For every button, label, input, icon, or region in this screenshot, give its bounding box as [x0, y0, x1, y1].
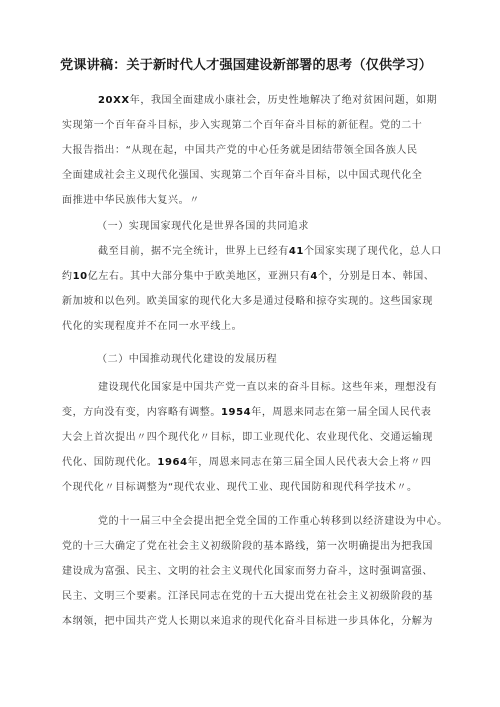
- paragraph-line: 约10亿左右。其中大部分集中于欧美地区，亚洲只有4个，分别是日本、韩国、: [62, 271, 435, 282]
- paragraph-line: 民主、文明三个要素。江泽民同志在党的十五大提出党在社会主义初级阶段的基: [62, 591, 433, 602]
- paragraph-line: 20XX年，我国全面建成小康社会，历史性地解决了绝对贫困问题，如期: [98, 95, 438, 106]
- section-heading-2: （二）中国推动现代化建设的发展历程: [97, 354, 278, 365]
- paragraph-line: 大报告指出：“从现在起，中国共产党的中心任务就是团结带领全国各族人民: [62, 145, 418, 156]
- paragraph-line: 变，方向没有变，内容略有调整。1954年，周恩来同志在第一届全国人民代表: [62, 407, 432, 418]
- paragraph-line: 截至目前，据不完全统计，世界上已经有41个国家实现了现代化，总人口: [98, 246, 442, 257]
- paragraph-line: 面推进中华民族伟大复兴。〃: [62, 195, 200, 206]
- paragraph-line: 代化的实现程度并不在同一水平线上。: [62, 321, 243, 332]
- paragraph-line: 大会上首次提出〃四个现代化〃目标，即工业现代化、农业现代化、交通运输现: [62, 432, 433, 443]
- paragraph-line: 实现第一个百年奋斗目标，步入实现第二个百年奋斗目标的新征程。党的二十: [62, 120, 423, 131]
- paragraph-line: 建设成为富强、民主、文明的社会主义现代化国家而努力奋斗，这时强调富强、: [62, 566, 433, 577]
- paragraph-line: 党的十三大确定了党在社会主义初级阶段的基本路线，第一次明确提出为把我国: [62, 541, 433, 552]
- paragraph-line: 代化、国防现代化。1964年，周恩来同志在第三届全国人民代表大会上将〃四: [62, 457, 432, 468]
- section-heading-1: （一）实现国家现代化是世界各国的共同追求: [97, 221, 309, 232]
- paragraph-line: 党的十一届三中全会提出把全党全国的工作重心转移到以经济建设为中心。: [98, 516, 448, 527]
- paragraph-line: 全面建成社会主义现代化强国、实现第二个百年奋斗目标，以中国式现代化全: [62, 170, 423, 181]
- paragraph-line: 本纲领，把中国共产党人长期以来追求的现代化奋斗目标进一步具体化，分解为: [62, 616, 433, 627]
- paragraph-line: 建设现代化国家是中国共产党一直以来的奋斗目标。这些年来，理想没有: [98, 382, 438, 393]
- paragraph-line: 个现代化〃目标调整为“现代农业、现代工业、现代国防和现代科学技术〃。: [62, 482, 418, 493]
- paragraph-line: 新加坡和以色列。欧美国家的现代化大多是通过侵略和掠夺实现的。这些国家现: [62, 296, 433, 307]
- document-title: 党课讲稿：关于新时代人才强国建设新部署的思考（仅供学习）: [60, 58, 433, 73]
